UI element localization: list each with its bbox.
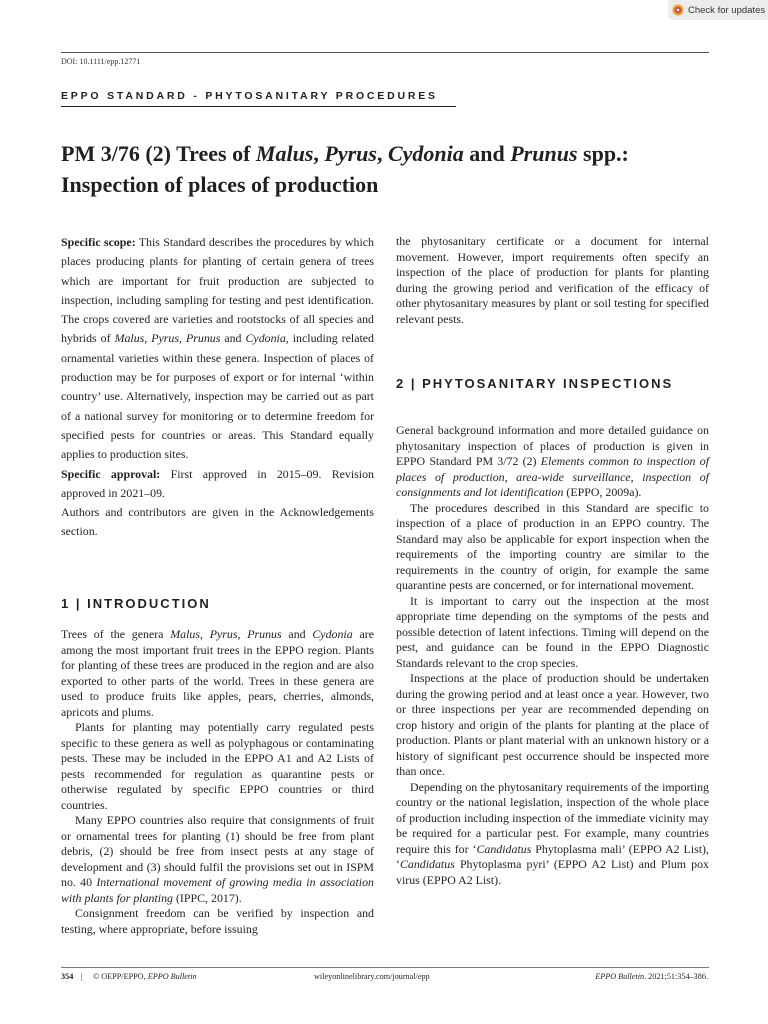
- authors-paragraph: Authors and contributors are given in the Acknowledgements section.: [61, 505, 374, 539]
- inspections-paragraph-5: Depending on the phytosanitary requirements of the importing country or the national legislation, inspection of the whole place of production including inspection of the immediate vicinity may be required for a particular pest. For example, many countries require this for ‘Candidatus Phytoplasma mali’ (EPPO A2 List), ‘Candidatus Phytoplasma pyri’ (EPPO A2 List) and Plum pox virus (EPPO A2 List).: [396, 779, 709, 887]
- introduction-text: [61, 627, 374, 937]
- intro-continuation-paragraph: the phytosanitary certificate or a document for internal movement. However, import requirements often specify an inspection of the place of production for plants for planting during the growing period and verification of the efficacy of other phytosanitary measures by plant or soil testing for specified relevant pests.: [396, 234, 709, 326]
- check-for-updates-label: Check for updates: [688, 4, 766, 16]
- footer-journal-url[interactable]: wileyonlinelibrary.com/journal/epp: [314, 972, 430, 981]
- footer-separator: |: [81, 972, 83, 981]
- intro-paragraph-2: Plants for planting may potentially carry regulated pests specific to these genera as well as polyphagous or contaminating pests. These may be included in the EPPO A1 and A2 Lists of pests recommended for regulation as quarantine pests or otherwise regulated by specific EPPO countries or third countries.: [61, 720, 374, 812]
- intro-paragraph-1: Trees of the genera Malus, Pyrus, Prunus and Cydonia are among the most important fruit trees in the EPPO region. Plants for planting of these trees are produced in the region and are also exported to other parts of the world. Trees in these genera are used to produce fruits like apples, pears, cherries, almonds, apricots and plums.: [61, 627, 374, 719]
- check-for-updates-icon: [672, 4, 684, 16]
- inspections-paragraph-1: General background information and more detailed guidance on phytosanitary inspection of places of production is given in EPPO Standard PM 3/72 (2) Elements common to inspection of places of production, area-wide surveillance, inspection of consignments and lot identification (EPPO, 2009a).: [396, 423, 709, 499]
- page-number: 354: [61, 972, 74, 981]
- doi[interactable]: DOI: 10.1111/epp.12771: [61, 57, 141, 66]
- scope-block: [61, 233, 374, 542]
- check-for-updates-badge[interactable]: [668, 0, 768, 20]
- footer-copyright: © OEPP/EPPO, EPPO Bulletin: [93, 972, 197, 981]
- inspections-text: [396, 423, 709, 888]
- intro-paragraph-3: Many EPPO countries also require that consignments of fruit or ornamental trees for planting (1) should be free from plant debris, (2) should be free from insect pests at any stage of development and (3) should fulfil the provisions set out in ISPM no. 40 International movement of growing media in association with plants for planting (IPPC, 2017).: [61, 813, 374, 905]
- inspections-paragraph-4: Inspections at the place of production should be undertaken during the growing period and at least once a year. However, two or three inspections per year are recommended depending on crop history and origin of the plants for planting at the place of production. Plants or plant material with an unknown history or a history of significant pest occurrence should be inspected more than once.: [396, 671, 709, 778]
- intro-continuation: [396, 234, 709, 327]
- article-title: PM 3/76 (2) Trees of Malus, Pyrus, Cydonia and Prunus spp.: Inspection of places of production: [61, 141, 629, 197]
- section-heading: EPPO STANDARD - PHYTOSANITARY PROCEDURES: [61, 90, 438, 102]
- approval-paragraph: Specific approval: First approved in 2015–09. Revision approved in 2021–09.: [61, 466, 375, 500]
- heading-phytosanitary-inspections: 2 | PHYTOSANITARY INSPECTIONS: [396, 376, 674, 391]
- scope-paragraph: Specific scope: This Standard describes the procedures by which places producing plants for planting of certain genera of trees which are important for fruit production are subjected to inspection, including sampling for testing and pest identification. The crops covered are varieties and rootstocks of all species and hybrids of Malus, Pyrus, Prunus and Cydonia, including related ornamental varieties within these genera. Inspection of places of production may be for purposes of export or for internal ‘within country’ use. Alternatively, inspection may be carried out as part of a national survey for monitoring or to determine freedom for specified pests for countries or areas. This Standard equally applies to production sites.: [61, 235, 375, 462]
- intro-paragraph-4: Consignment freedom can be verified by inspection and testing, where appropriate, before issuing: [61, 906, 374, 936]
- inspections-paragraph-3: It is important to carry out the inspection at the most appropriate time depending on the symptoms of the pests and possible detection of latent infections. Timing will depend on the pest, and guidance can be found in the EPPO Diagnostic Standards relevant to the crop species.: [396, 593, 709, 670]
- inspections-paragraph-2: The procedures described in this Standard are specific to inspection of a place of production in an EPPO country. The Standard may also be applicable for export inspection when the requirements of the importing country are similar to the requirements in the country of origin, for example the same quarantine pests are concerned, or for international movement.: [396, 500, 709, 592]
- footer-rule: [61, 967, 709, 968]
- section-heading-rule: [61, 106, 456, 107]
- heading-introduction: 1 | INTRODUCTION: [61, 596, 211, 611]
- header-rule: [61, 52, 709, 53]
- footer-citation: EPPO Bulletin. 2021;51:354–386.: [595, 972, 708, 981]
